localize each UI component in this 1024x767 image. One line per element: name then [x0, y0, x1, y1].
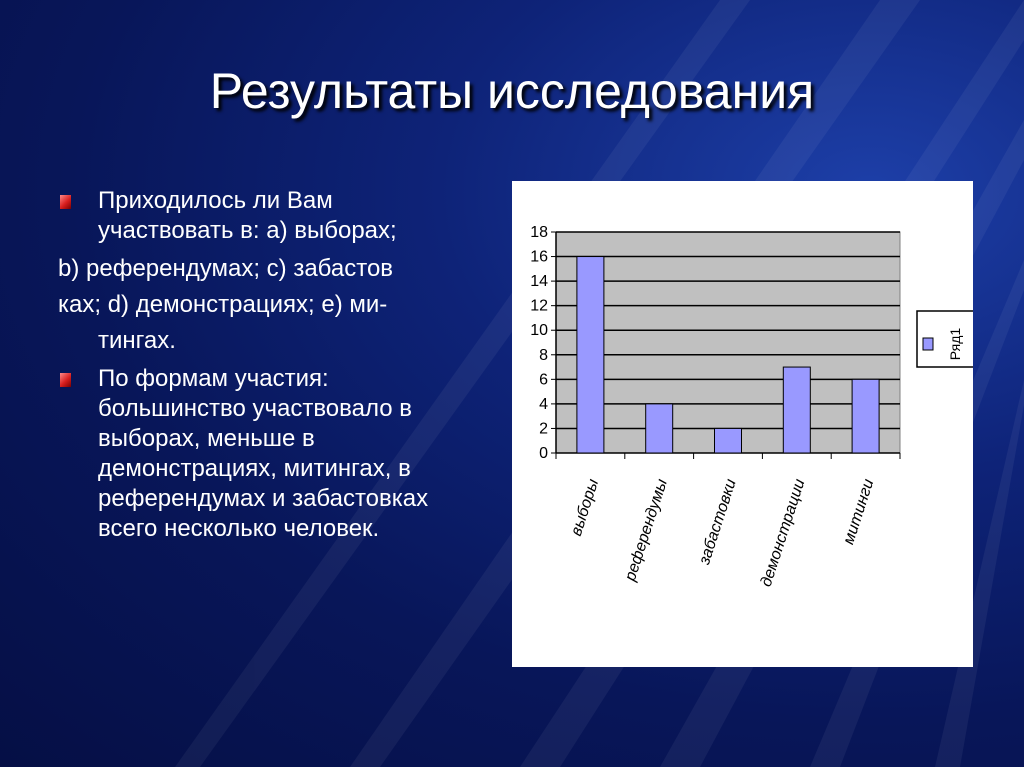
bar	[577, 257, 604, 453]
x-category-label: выборы	[567, 476, 603, 539]
slide-title: Результаты исследования	[209, 63, 815, 119]
x-category-label: референдумы	[622, 476, 672, 584]
y-tick-label: 0	[539, 445, 548, 462]
x-category-label: демонстрации	[757, 476, 809, 589]
line: тингах.	[98, 327, 176, 354]
paragraph-continuation-2	[58, 290, 508, 320]
legend-label: Ряд1	[947, 327, 963, 361]
line: По формам участия:	[98, 365, 329, 392]
chart-svg	[512, 181, 973, 667]
y-tick-label: 10	[530, 322, 548, 340]
line: Приходилось ли Вам	[98, 187, 333, 214]
x-category-label: забастовки	[696, 476, 740, 567]
bar	[646, 404, 673, 453]
y-tick-label: 2	[539, 420, 548, 438]
paragraph-continuation-1	[58, 254, 508, 284]
line: референдумах и забастовках	[98, 485, 429, 512]
line: участвовать в: а) выборах;	[98, 217, 397, 244]
square-bullet-icon	[60, 195, 71, 209]
bullet-paragraph-2	[58, 364, 508, 544]
y-tick-label: 6	[539, 371, 548, 389]
y-tick-label: 8	[539, 346, 548, 364]
bullet-paragraph-1	[58, 186, 508, 246]
line: всего несколько человек.	[98, 515, 380, 542]
line: большинство участвовало в	[98, 395, 413, 422]
line: b) референдумах; c) забастов	[58, 255, 394, 282]
y-tick-label: 4	[539, 395, 548, 413]
body-text	[58, 186, 508, 552]
plot-area	[556, 232, 900, 453]
y-tick-label: 16	[530, 248, 548, 266]
x-category-label: митинги	[840, 476, 878, 547]
line: ках; d) демонстрациях; e) ми-	[58, 291, 388, 318]
y-tick-label: 12	[530, 297, 548, 315]
square-bullet-icon	[60, 373, 71, 387]
bar	[715, 428, 742, 453]
paragraph-continuation-3	[58, 326, 508, 356]
bar	[852, 379, 879, 453]
bar-chart	[512, 181, 973, 667]
bar	[783, 367, 810, 453]
y-tick-label: 14	[530, 273, 548, 291]
legend-swatch	[923, 338, 933, 350]
y-tick-label: 18	[530, 224, 548, 241]
line: демонстрациях, митингах, в	[98, 455, 411, 482]
line: выборах, меньше в	[98, 425, 315, 452]
